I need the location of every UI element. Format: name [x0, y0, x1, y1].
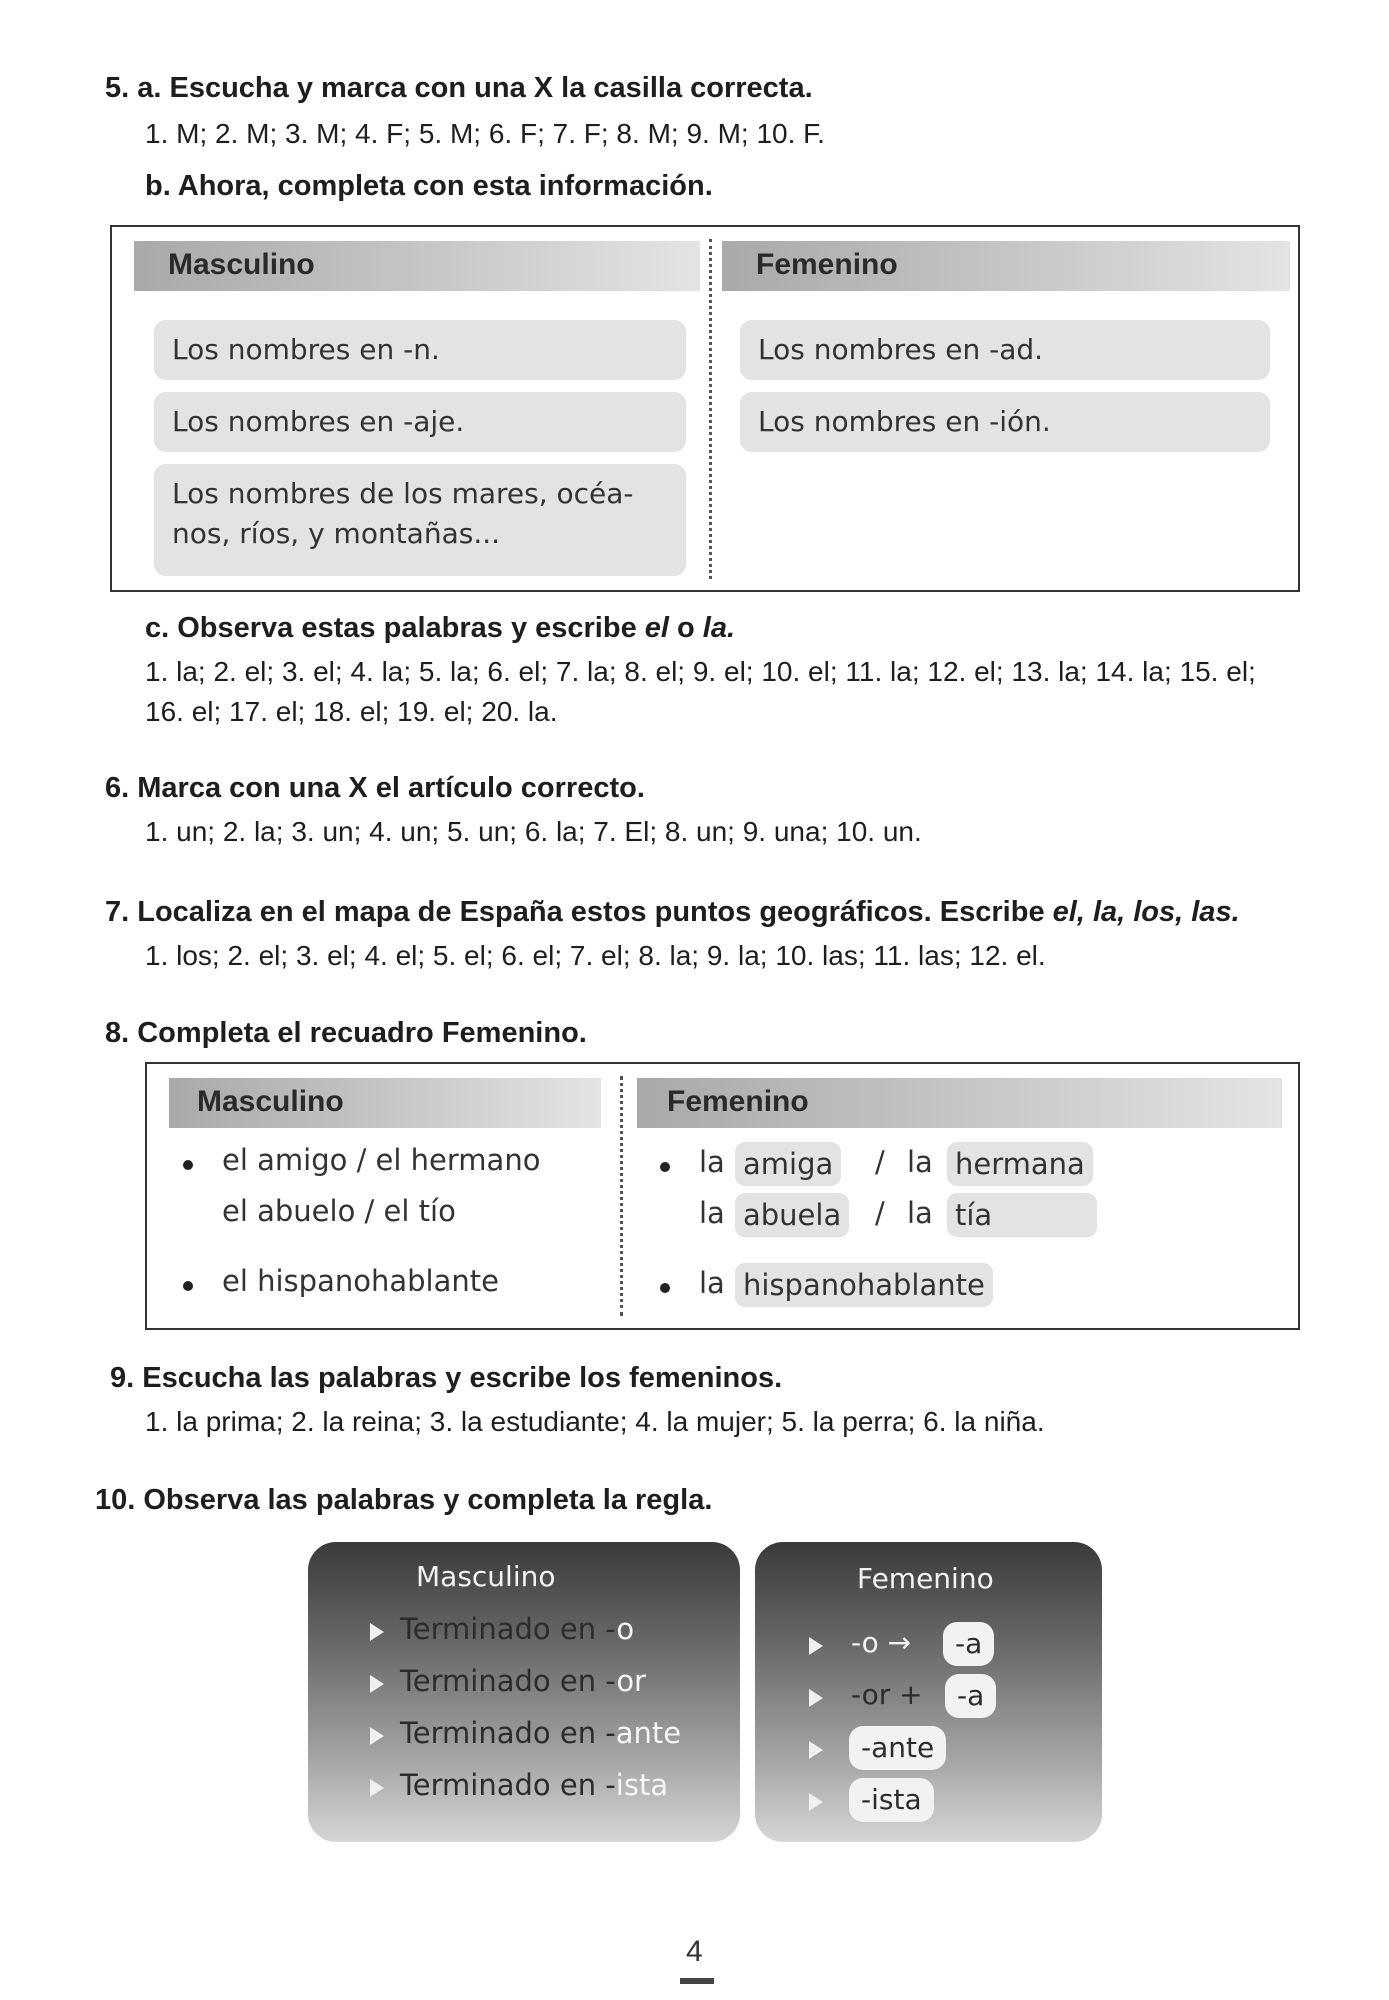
triangle-bullet-icon — [370, 1727, 384, 1745]
masculine-rule-card — [308, 1542, 740, 1842]
ex8-masculine-header: Masculino — [197, 1085, 344, 1118]
masc-hispanohablante: el hispanohablante — [222, 1264, 499, 1298]
masc-amigo-hermano: el amigo / el hermano — [222, 1143, 541, 1177]
triangle-bullet-icon — [809, 1689, 823, 1707]
bullet — [183, 1160, 193, 1170]
bullet — [660, 1162, 670, 1172]
ex8-column-divider — [620, 1076, 623, 1316]
exercise-5a-title: 5. a. Escucha y marca con una X la casilla correcta. — [105, 72, 813, 104]
exercise-7-answers: 1. los; 2. el; 3. el; 4. el; 5. el; 6. el; 7. el; 8. la; 9. la; 10. las; 11. las; 12. el. — [145, 940, 1046, 971]
fem-rule1-from: -o → — [851, 1626, 912, 1659]
fem-amiga: amiga — [735, 1142, 841, 1186]
exercise-5b-title: b. Ahora, completa con esta información. — [145, 170, 713, 202]
masc-rule-ante: Terminado en -ante — [400, 1716, 682, 1750]
triangle-bullet-icon — [809, 1793, 823, 1811]
triangle-bullet-icon — [370, 1675, 384, 1693]
triangle-bullet-icon — [809, 1741, 823, 1759]
fem-rule-ion: Los nombres en -ión. — [740, 392, 1270, 452]
exercise-5a-answers: 1. M; 2. M; 3. M; 4. F; 5. M; 6. F; 7. F; 8. M; 9. M; 10. F. — [145, 118, 825, 149]
exercise-5c-answers-line1: 1. la; 2. el; 3. el; 4. la; 5. la; 6. el; 7. la; 8. el; 9. el; 10. el; 11. la; 12. el; 13. la; 14. la; 15. el; — [145, 656, 1256, 687]
masculine-header: Masculino — [168, 248, 315, 281]
masc-rule-ista: Terminado en -ista — [400, 1768, 669, 1802]
feminine-rule-card — [755, 1542, 1102, 1842]
triangle-bullet-icon — [370, 1623, 384, 1641]
article-la: la — [699, 1145, 725, 1179]
article-la: la — [907, 1196, 933, 1230]
feminine-header: Femenino — [756, 248, 898, 281]
masculine-card-title: Masculino — [416, 1560, 556, 1593]
triangle-bullet-icon — [370, 1779, 384, 1797]
fem-tia: tía — [947, 1193, 1097, 1237]
page-number-underline — [680, 1978, 714, 1984]
fem-hermana: hermana — [947, 1142, 1093, 1186]
masc-rule-aje: Los nombres en -aje. — [154, 392, 686, 452]
ex8-feminine-header: Femenino — [667, 1085, 809, 1118]
gender-rules-table — [110, 225, 1300, 592]
triangle-bullet-icon — [809, 1637, 823, 1655]
fem-rule2-from: -or + — [851, 1678, 923, 1711]
masc-rule-geography: Los nombres de los mares, océa- nos, ríos, y montañas... — [154, 464, 686, 576]
article-la: la — [907, 1145, 933, 1179]
slash: / — [875, 1196, 885, 1230]
slash: / — [875, 1145, 885, 1179]
fem-rule3: -ante — [849, 1726, 946, 1770]
bullet — [183, 1281, 193, 1291]
exercise-5c-answers-line2: 16. el; 17. el; 18. el; 19. el; 20. la. — [145, 696, 558, 727]
fem-rule4: -ista — [849, 1778, 934, 1822]
exercise-10-title: 10. Observa las palabras y completa la regla. — [95, 1484, 713, 1516]
article-la: la — [699, 1196, 725, 1230]
fem-abuela: abuela — [735, 1193, 849, 1237]
exercise-6-answers: 1. un; 2. la; 3. un; 4. un; 5. un; 6. la; 7. El; 8. un; 9. una; 10. un. — [145, 816, 922, 847]
page-number: 4 — [686, 1935, 703, 1968]
fem-rule1-to: -a — [943, 1622, 994, 1666]
masc-rule-o: Terminado en -o — [400, 1612, 635, 1646]
article-la: la — [699, 1266, 725, 1300]
masc-rule-or: Terminado en -or — [400, 1664, 646, 1698]
exercise-9-title: 9. Escucha las palabras y escribe los femeninos. — [110, 1362, 783, 1394]
masc-rule-n: Los nombres en -n. — [154, 320, 686, 380]
exercise-5c-title: c. Observa estas palabras y escribe el o la. — [145, 612, 736, 644]
feminine-completion-table — [145, 1062, 1300, 1330]
exercise-8-title: 8. Completa el recuadro Femenino. — [105, 1017, 587, 1049]
fem-rule2-to: -a — [945, 1674, 996, 1718]
column-divider — [709, 239, 712, 579]
bullet — [660, 1283, 670, 1293]
fem-hispanohablante: hispanohablante — [735, 1263, 993, 1307]
masc-abuelo-tio: el abuelo / el tío — [222, 1194, 456, 1228]
exercise-6-title: 6. Marca con una X el artículo correcto. — [105, 772, 645, 804]
feminine-card-title: Femenino — [857, 1562, 994, 1595]
fem-rule-ad: Los nombres en -ad. — [740, 320, 1270, 380]
exercise-9-answers: 1. la prima; 2. la reina; 3. la estudiante; 4. la mujer; 5. la perra; 6. la niña. — [145, 1406, 1045, 1437]
exercise-7-title: 7. Localiza en el mapa de España estos puntos geográficos. Escribe el, la, los, las. — [105, 896, 1240, 928]
